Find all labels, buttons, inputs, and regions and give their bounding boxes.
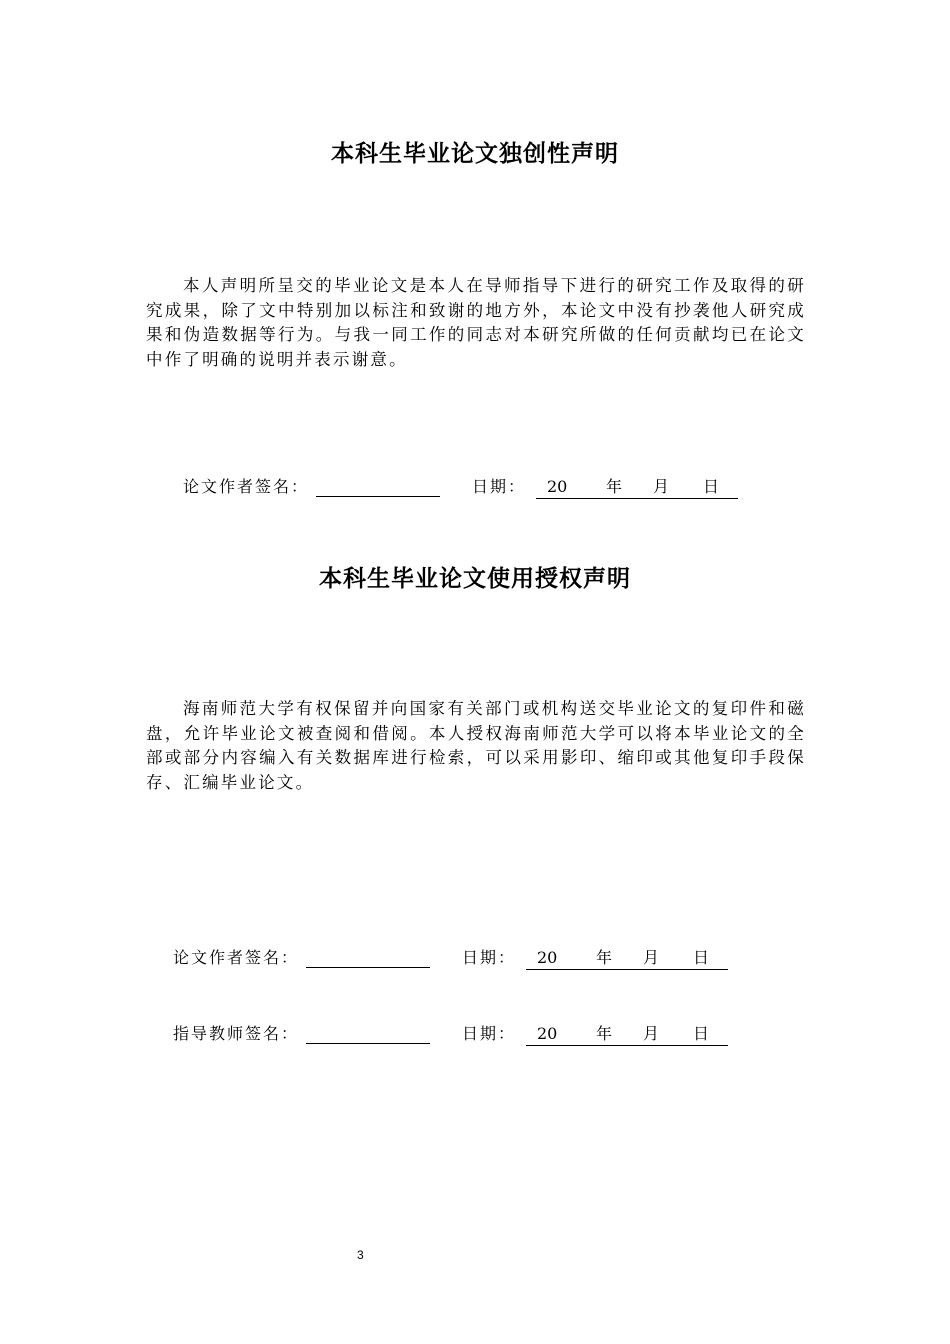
originality-declaration-title: 本科生毕业论文独创性声明: [331, 141, 619, 167]
year-prefix: 20: [537, 948, 558, 967]
year-prefix: 20: [537, 1024, 558, 1043]
date-label: 日期：: [472, 477, 527, 496]
year-label: 年: [596, 1024, 613, 1043]
author-signature-line-2: [173, 947, 733, 969]
author-signature-field[interactable]: [306, 967, 430, 968]
month-label: 月: [643, 948, 660, 967]
month-label: 月: [653, 477, 670, 496]
year-label: 年: [606, 477, 623, 496]
year-prefix: 20: [547, 477, 568, 496]
author-signature-label: 论文作者签名：: [183, 477, 310, 496]
author-signature-field[interactable]: [316, 496, 440, 497]
month-label: 月: [643, 1024, 660, 1043]
year-label: 年: [596, 948, 613, 967]
advisor-signature-field[interactable]: [306, 1043, 430, 1044]
advisor-signature-line: [173, 1023, 733, 1045]
author-signature-label: 论文作者签名：: [173, 948, 300, 967]
date-field[interactable]: [536, 476, 738, 499]
usage-authorization-title: 本科生毕业论文使用授权声明: [319, 566, 631, 592]
day-label: 日: [693, 948, 710, 967]
date-label: 日期：: [462, 1024, 517, 1043]
date-label: 日期：: [462, 948, 517, 967]
advisor-signature-label: 指导教师签名：: [173, 1024, 300, 1043]
author-signature-line-1: [183, 476, 743, 498]
originality-declaration-body: 本人声明所呈交的毕业论文是本人在导师指导下进行的研究工作及取得的研究成果，除了文中特别加以标注和致谢的地方外，本论文中没有抄袭他人研究成果和伪造数据等行为。与我一同工作的同志对本研究所做的任何贡献均已在论文中作了明确的说明并表示谢意。: [146, 276, 806, 369]
day-label: 日: [693, 1024, 710, 1043]
day-label: 日: [703, 477, 720, 496]
date-field[interactable]: [526, 1023, 728, 1046]
date-field[interactable]: [526, 947, 728, 970]
page-number: 3: [357, 1248, 364, 1262]
usage-authorization-body: 海南师范大学有权保留并向国家有关部门或机构送交毕业论文的复印件和磁盘，允许毕业论文被查阅和借阅。本人授权海南师范大学可以将本毕业论文的全部或部分内容编入有关数据库进行检索，可以采用影印、缩印或其他复印手段保存、汇编毕业论文。: [146, 699, 806, 792]
